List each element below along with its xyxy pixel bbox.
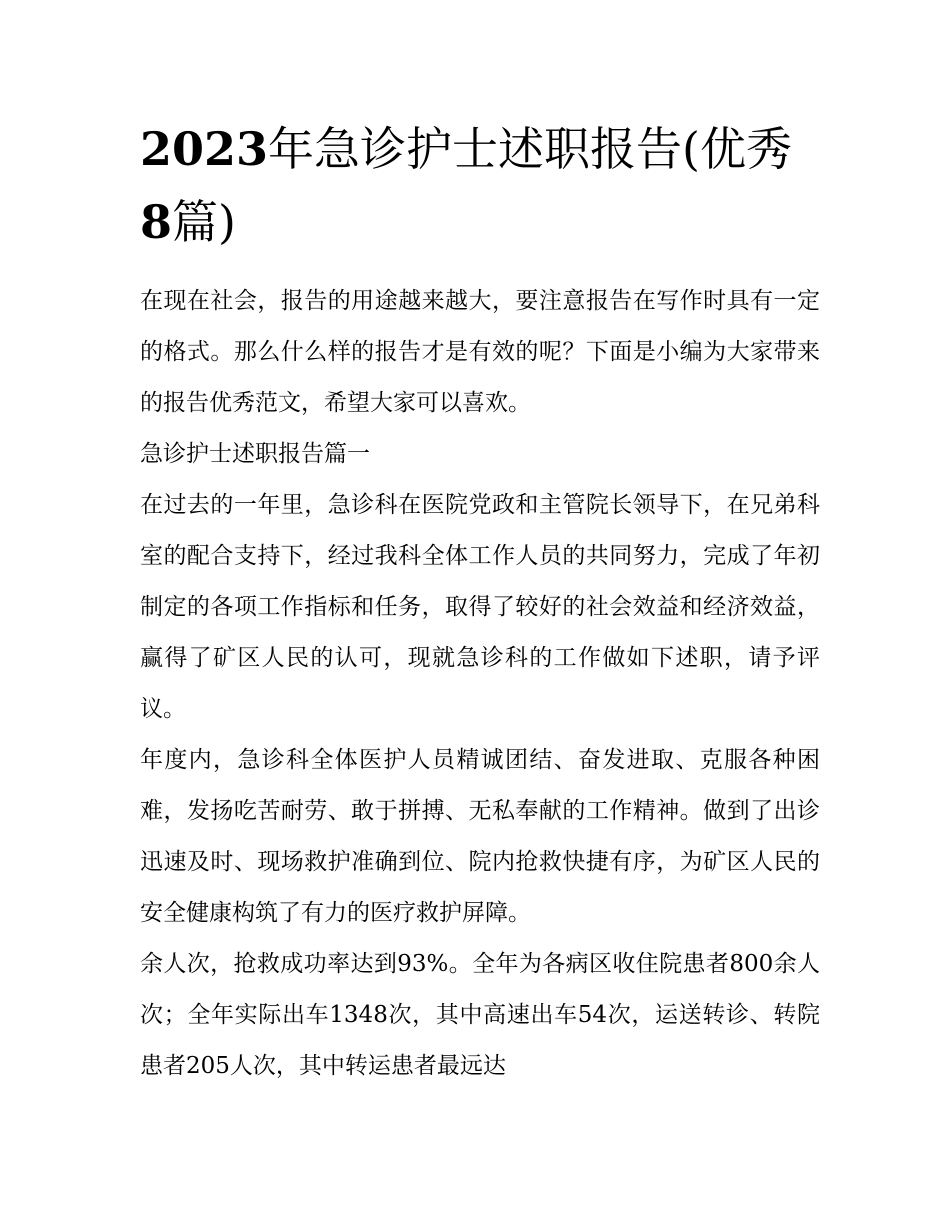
title-text-1: 年急诊护士述职报告(优秀	[268, 122, 792, 176]
title-count: 8	[140, 195, 173, 249]
intro-paragraph: 在现在社会，报告的用途越来越大，要注意报告在写作时具有一定的格式。那么什么样的报告才是有效的呢？下面是小编为大家带来的报告优秀范文，希望大家可以喜欢。	[140, 288, 820, 416]
body-paragraph: 在过去的一年里，急诊科在医院党政和主管院长领导下，在兄弟科室的配合支持下，经过我科全体工作人员的共同努力，完成了年初制定的各项工作指标和任务，取得了较好的社会效益和经济效益，赢得了矿区人民的认可，现就急诊科的工作做如下述职，请予评议。	[140, 492, 820, 722]
body-paragraph: 余人次，抢救成功率达到93%。全年为各病区收住院患者800余人次；全年实际出车1348次，其中高速出车54次，运送转诊、转院患者205人次，其中转运患者最远达	[140, 951, 820, 1079]
title-year: 2023	[140, 122, 269, 176]
document-title	[140, 113, 820, 259]
section-heading: 急诊护士述职报告篇一	[140, 441, 370, 467]
title-text-2: 篇)	[172, 195, 236, 249]
body-paragraph: 年度内，急诊科全体医护人员精诚团结、奋发进取、克服各种困难，发扬吃苦耐劳、敢于拼搏、无私奉献的工作精神。做到了出诊迅速及时、现场救护准确到位、院内抢救快捷有序，为矿区人民的安全健康构筑了有力的医疗救护屏障。	[140, 747, 820, 926]
document-body	[140, 276, 820, 1092]
